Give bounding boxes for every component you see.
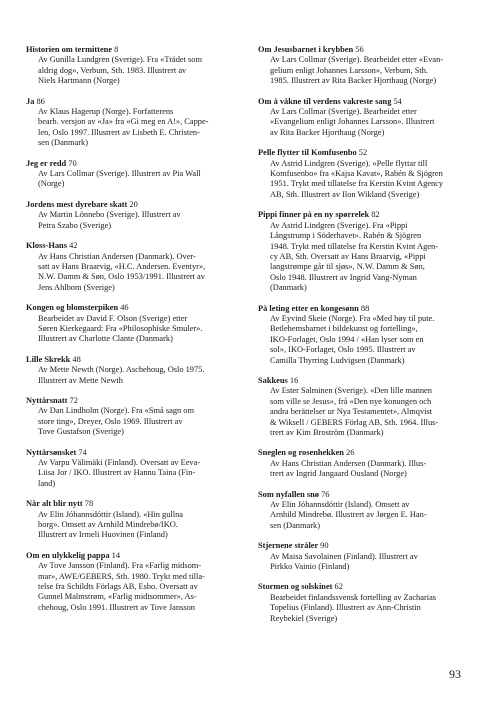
entry-description-line: Av Ester Salminen (Sverige). «Den lille mannen (270, 386, 432, 396)
entry-description-line: Långstrump i Söderhavet». Rabén & Sjögren (270, 231, 422, 241)
entry-title: Stjernene stråler (258, 541, 319, 551)
entry-description-line: len, Oslo 1997. Illustrert av Lisbeth E. Christen- (38, 127, 200, 137)
entry-description-line: Av Lars Collmar (Sverige). Illustrert av Pia Wall (38, 169, 201, 179)
entry-title: Pippi finner på en ny spørrelek (258, 210, 370, 220)
index-entry (258, 582, 470, 624)
entry-description (26, 252, 232, 294)
index-entry (26, 200, 232, 231)
entry-description-line: bearb. versjon av «Ja» fra «Gi meg en A!», Cappe- (38, 117, 209, 127)
entry-description (26, 169, 232, 190)
entry-description-line: andra berättelser ur Nya Testamentet», Almqvist (270, 407, 433, 417)
entry-description-line: Illustrert av Charlotte Clante (Danmark) (38, 334, 173, 344)
entry-heading (258, 304, 470, 314)
entry-page-number: 52 (358, 148, 368, 158)
index-entry (258, 148, 470, 200)
entry-description-line: (Danmark) (270, 283, 307, 293)
entry-description-line: Av Elin Jóhannsdóttir (Island). Omsett av (270, 500, 410, 510)
entry-description (258, 552, 470, 573)
entry-description-line: mar», AWE/GEBERS, Sth. 1980. Trykt med tilla- (38, 571, 205, 581)
entry-description (26, 510, 232, 541)
entry-description-line: & Wiksell / GEBERS Förlag AB, Sth. 1964. Illus- (270, 417, 439, 427)
entry-description-line: Pirkko Vainio (Finland) (270, 562, 350, 572)
entry-description-line: 1985. Illustrert av Rita Backer Hjorthaug (Norge) (270, 76, 437, 86)
entry-heading (258, 448, 470, 458)
index-entry (258, 210, 470, 293)
entry-title: Jeg er redd (26, 158, 67, 168)
index-entry (26, 241, 232, 293)
entry-description-line: Bearbeidet finlandssvensk fortelling av Zacharias (270, 592, 437, 602)
entry-description (258, 459, 470, 480)
entry-title: Jordens mest dyrebare skatt (26, 199, 128, 209)
entry-title: På leting etter en kongesønn (258, 303, 359, 313)
entry-description-line: borg». Omsett av Arnhild Mindrebø/IKO. (38, 520, 178, 530)
entry-description-line: Av Gunilla Lundgren (Sverige). Fra «Trädet som (38, 55, 202, 65)
entry-description-line: AB, Sth. Illustrert av Ilon Wikland (Sverige) (270, 189, 420, 199)
entry-title: Om Jesusbarnet i krybben (258, 45, 354, 54)
entry-heading (26, 396, 232, 406)
entry-description-line: land) (38, 478, 56, 488)
entry-description-line: Av Mette Newth (Norge). Aschehoug, Oslo 1975. (38, 365, 205, 375)
entry-page-number: 62 (334, 582, 343, 592)
entry-description-line: Camilla Thyrring Ludvigsen (Danmark) (270, 355, 405, 365)
entry-description-line: Av Tove Jansson (Finland). Fra «Farlig midsom- (38, 561, 202, 571)
entry-description (26, 458, 232, 489)
index-entry (26, 551, 232, 613)
entry-description-line: Reybekiel (Sverige) (270, 613, 338, 623)
entry-title: Om en ulykkelig pappa (26, 550, 110, 560)
index-entry (26, 448, 232, 490)
entry-description (258, 314, 470, 366)
entry-page-number: 76 (321, 489, 330, 499)
entry-title: Nyttårsønsket (26, 447, 77, 457)
entry-description-line: sol», IKO-Forlaget, Oslo 1995. Illustrert av (270, 345, 416, 355)
entry-description (26, 55, 232, 86)
entry-title: Når alt blir nytt (26, 499, 83, 509)
index-entry (26, 159, 232, 190)
entry-description (26, 406, 232, 437)
entry-page-number: 26 (346, 448, 355, 458)
entry-heading (26, 355, 232, 365)
entry-description (258, 221, 470, 294)
entry-description (258, 159, 470, 201)
entry-description-line: av Rita Backer Hjorthaug (Norge) (270, 127, 385, 137)
entry-description-line: aldrig dog», Verbum, Sth. 1983. Illustrert av (38, 65, 187, 75)
index-entry (26, 97, 232, 149)
entry-heading (258, 210, 470, 220)
entry-page-number: 48 (72, 354, 81, 364)
entry-description (26, 210, 232, 231)
index-entry (258, 376, 470, 438)
entry-heading (26, 241, 232, 251)
entry-description (26, 107, 232, 149)
entry-description-line: Søren Kierkegaard: Fra «Philosophiske Smuler». (38, 323, 203, 333)
entry-title: Sakkeus (258, 375, 288, 385)
entry-description (26, 561, 232, 613)
entry-description-line: Niels Hartmann (Norge) (38, 76, 120, 86)
entry-description-line: sen (Danmark) (38, 138, 88, 148)
entry-description (258, 500, 470, 531)
entry-title: Kongen og blomsterpiken (26, 303, 119, 313)
entry-title: Ja (26, 96, 35, 106)
entry-title: Sneglen og rosenhekken (258, 448, 344, 458)
entry-description-line: sen (Danmark) (270, 520, 320, 530)
entry-description-line: store ting», Dreyer, Oslo 1969. Illustrert av (38, 416, 183, 426)
entry-description-line: Petra Szabo (Sverige) (38, 220, 112, 230)
index-entry (26, 303, 232, 345)
entry-description-line: Topelius (Finland). Illustrert av Ann-Christin (270, 603, 421, 613)
index-entry (258, 45, 470, 87)
entry-page-number: 78 (84, 499, 94, 509)
entry-page-number: 74 (78, 447, 87, 457)
index-column-right (258, 45, 470, 634)
entry-description-line: Av Lars Collmar (Sverige). Bearbeidet etter «Evan- (270, 55, 444, 65)
entry-heading (258, 97, 470, 107)
entry-description-line: satt av Hans Braarvig, «H.C. Andersen. Eventyr», (38, 261, 206, 271)
entry-description-line: Arnhild Mindrebø. Illustrert av Jørgen E. Han- (270, 510, 427, 520)
entry-heading (258, 148, 470, 158)
index-entry (26, 45, 232, 87)
entry-page-number: 16 (289, 375, 299, 385)
entry-description-line: Illustrert av Mette Newth (38, 375, 123, 385)
entry-heading (258, 490, 470, 500)
entry-description-line: Oslo 1948. Illustrert av Ingrid Vang-Nyman (270, 272, 417, 282)
index-entry (258, 448, 470, 479)
entry-page-number: 82 (371, 210, 380, 220)
entry-description-line: Liisa Jor / IKO. Illustrert av Hannu Taina (Fin- (38, 468, 196, 478)
entry-page-number: 14 (111, 550, 121, 560)
entry-description-line: Av Eyvind Skeie (Norge). Fra «Med høy til pute. (270, 313, 435, 323)
entry-description-line: Illustrert av Irmeli Huovinen (Finland) (38, 530, 168, 540)
entry-heading (258, 541, 470, 551)
entry-heading (26, 499, 232, 509)
entry-description (258, 386, 470, 438)
entry-description-line: Betlehemsbarnet i bildekunst og fortelling», (270, 324, 418, 334)
entry-description (258, 55, 470, 86)
index-entry (258, 304, 470, 366)
entry-description-line: Komfusenbo» fra «Kajsa Kavat», Rabén & Sjögren (270, 169, 443, 179)
entry-description-line: langstrømpe går til sjøs», N.W. Damm & Søn, (270, 262, 425, 272)
entry-description-line: trert av Ingrid Jangaard Ousland (Norge) (270, 469, 407, 479)
entry-description-line: Av Astrid Lindgren (Sverige). «Pelle flyttar till (270, 158, 428, 168)
page-number: 93 (449, 667, 461, 681)
index-entry (258, 541, 470, 572)
entry-page-number: 56 (355, 45, 364, 54)
entry-heading (258, 376, 470, 386)
entry-description-line: som ville se Jesus», frå «Den nye konungen och (270, 396, 432, 406)
entry-description-line: Av Martin Lönnebo (Sverige). Illustrert av (38, 210, 181, 220)
entry-heading (258, 45, 470, 55)
entry-description-line: Av Varpu Välimäki (Finland). Oversatt av Eeva- (38, 458, 201, 467)
entry-heading (26, 200, 232, 210)
entry-heading (26, 45, 232, 55)
entry-description-line: Av Dan Lindholm (Norge). Fra «Små sagn om (38, 406, 194, 416)
entry-heading (258, 582, 470, 592)
entry-page-number: 8 (114, 45, 119, 54)
entry-description-line: Gunnel Malmstrøm, «Farlig midtsommer», As- (38, 592, 197, 602)
entry-description-line: (Norge) (38, 179, 65, 189)
entry-description-line: IKO-Forlaget, Oslo 1994 / «Han lyser som en (270, 334, 424, 344)
entry-description-line: Bearbeidet av David F. Olson (Sverige) etter (38, 313, 188, 323)
entry-page-number: 86 (36, 96, 45, 106)
entry-description-line: Av Astrid Lindgren (Sverige). Fra «Pippi (270, 220, 408, 230)
entry-description (258, 593, 470, 624)
entry-description (26, 314, 232, 345)
index-entry (26, 355, 232, 386)
entry-description-line: Av Elin Jóhannsdóttir (Island). «Hin gullna (38, 509, 183, 519)
entry-title: Som nyfallen snø (258, 489, 319, 499)
entry-description-line: Av Hans Christian Andersen (Danmark). Over- (38, 251, 196, 261)
entry-title: Kloss-Hans (26, 241, 67, 251)
entry-description-line: «Evangelium enligt Johannes Larsson». Illustrert (270, 117, 435, 127)
index-column-left (26, 45, 232, 623)
index-entry (26, 499, 232, 541)
entry-heading (26, 303, 232, 313)
entry-description-line: telse fra Schildts Förlags AB, Esbo. Oversatt av (38, 582, 198, 592)
entry-description (26, 365, 232, 386)
entry-description-line: cy AB, Sth. Oversatt av Hans Braarvig, «Pippi (270, 251, 426, 261)
entry-title: Historien om termittene (26, 45, 113, 54)
entry-page-number: 88 (360, 303, 370, 313)
entry-page-number: 20 (129, 199, 138, 209)
entry-description-line: Av Maisa Savolainen (Finland). Illustrert av (270, 551, 418, 561)
entry-description-line: Tove Gustafson (Sverige) (38, 427, 124, 437)
entry-description-line: Av Hans Christian Andersen (Danmark). Illus- (270, 458, 427, 468)
entry-description-line: Av Lars Collmar (Sverige). Bearbeidet etter (270, 107, 417, 117)
entry-description-line: N.W. Damm & Søn, Oslo 1953/1991. Illustrert av (38, 272, 205, 282)
index-entry (258, 97, 470, 139)
entry-title: Lille Skrekk (26, 354, 71, 364)
entry-heading (26, 551, 232, 561)
entry-title: Stormen og solskinet (258, 582, 333, 592)
entry-description-line: Av Klaus Hagerup (Norge). Forfatterens (38, 107, 174, 117)
entry-description (258, 107, 470, 138)
entry-page-number: 54 (393, 96, 402, 106)
entry-heading (26, 159, 232, 169)
entry-description-line: trert av Kim Broström (Danmark) (270, 428, 384, 437)
entry-description-line: gelium enligt Johannes Larsson», Verbum, Sth. (270, 65, 429, 75)
entry-description-line: 1948. Trykt med tillatelse fra Kerstin Kvint Agen- (270, 241, 438, 251)
entry-page-number: 72 (69, 395, 78, 405)
index-entry (26, 396, 232, 438)
entry-heading (26, 448, 232, 458)
entry-description-line: chehoug, Oslo 1991. Illustrert av Tove Jansson (38, 602, 195, 612)
entry-description-line: Jens Ahlbom (Sverige) (38, 282, 115, 292)
entry-description-line: 1951. Trykt med tillatelse fra Kerstin Kvint Agency (270, 179, 444, 189)
entry-page-number: 70 (68, 158, 77, 168)
entry-title: Om å våkne til verdens vakreste sang (258, 96, 392, 106)
entry-title: Nyttårsnatt (26, 395, 68, 405)
index-entry (258, 490, 470, 532)
entry-page-number: 46 (120, 303, 129, 313)
entry-title: Pelle flytter til Komfusenbo (258, 148, 357, 158)
entry-page-number: 42 (69, 241, 78, 251)
entry-heading (26, 97, 232, 107)
entry-page-number: 90 (320, 541, 329, 551)
